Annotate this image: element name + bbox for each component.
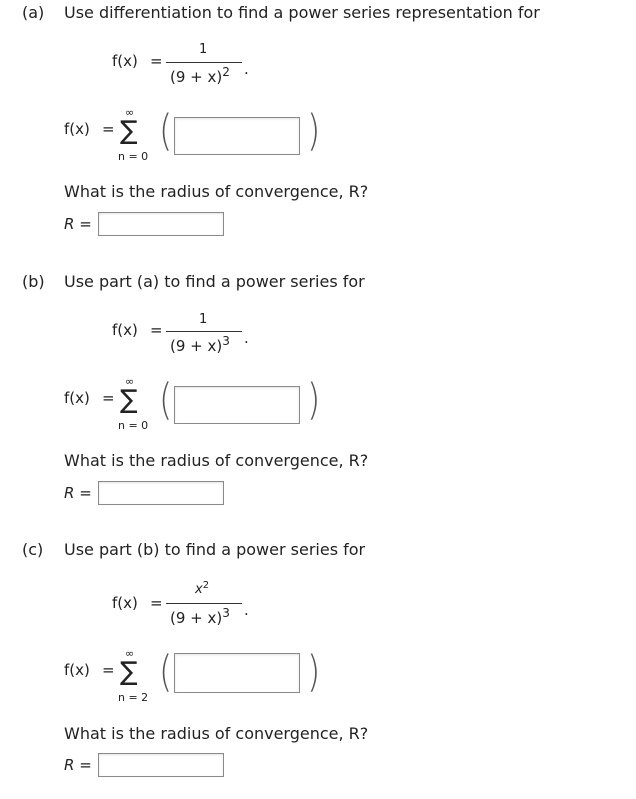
part-label: (b) bbox=[22, 272, 45, 291]
series-answer-input[interactable] bbox=[174, 653, 300, 693]
sum-upper-limit: ∞ bbox=[125, 375, 135, 388]
sum-lower-limit: n = 0 bbox=[118, 150, 149, 163]
part-label: (a) bbox=[22, 3, 45, 22]
equals-sign: = bbox=[150, 594, 163, 612]
fraction-bar bbox=[166, 62, 242, 63]
function-lhs: f(x) bbox=[112, 594, 138, 612]
radius-label: R = bbox=[64, 215, 92, 233]
fraction-denominator: $(9 + x)^3$ bbox=[170, 606, 230, 627]
equals-sign: = bbox=[102, 120, 115, 138]
equals-sign: = bbox=[102, 661, 115, 679]
sigma-icon: ∑ bbox=[120, 116, 138, 146]
part-label: (c) bbox=[22, 540, 44, 559]
equals-sign: = bbox=[102, 389, 115, 407]
period: . bbox=[244, 329, 249, 347]
series-answer-input[interactable] bbox=[174, 117, 300, 155]
fraction-denominator: $(9 + x)^2$ bbox=[170, 65, 230, 86]
fraction-numerator: $x^2$ bbox=[195, 580, 210, 597]
sum-lower-limit: n = 0 bbox=[118, 419, 149, 432]
right-paren: ) bbox=[307, 375, 321, 426]
radius-label: R = bbox=[64, 484, 92, 502]
prompt-text: Use part (b) to find a power series for bbox=[64, 540, 366, 559]
right-paren: ) bbox=[307, 647, 321, 698]
radius-answer-input[interactable] bbox=[98, 212, 224, 236]
series-lhs: f(x) bbox=[64, 120, 90, 138]
radius-answer-input[interactable] bbox=[98, 753, 224, 777]
period: . bbox=[244, 601, 249, 619]
function-lhs: f(x) bbox=[112, 321, 138, 339]
radius-question: What is the radius of convergence, R? bbox=[64, 182, 369, 201]
left-paren: ( bbox=[159, 106, 173, 157]
prompt-text: Use differentiation to find a power series representation for bbox=[64, 3, 540, 22]
function-lhs: f(x) bbox=[112, 52, 138, 70]
right-paren: ) bbox=[307, 106, 321, 157]
sum-upper-limit: ∞ bbox=[125, 647, 135, 660]
radius-question: What is the radius of convergence, R? bbox=[64, 724, 369, 743]
series-lhs: f(x) bbox=[64, 389, 90, 407]
sum-upper-limit: ∞ bbox=[125, 106, 135, 119]
radius-answer-input[interactable] bbox=[98, 481, 224, 505]
series-answer-input[interactable] bbox=[174, 386, 300, 424]
sum-lower-limit: n = 2 bbox=[118, 691, 149, 704]
fraction-denominator: $(9 + x)^3$ bbox=[170, 334, 230, 355]
left-paren: ( bbox=[159, 375, 173, 426]
radius-question: What is the radius of convergence, R? bbox=[64, 451, 369, 470]
fraction-bar bbox=[166, 603, 242, 604]
prompt-text: Use part (a) to find a power series for bbox=[64, 272, 365, 291]
period: . bbox=[244, 60, 249, 78]
sigma-icon: ∑ bbox=[120, 657, 138, 687]
fraction-bar bbox=[166, 331, 242, 332]
left-paren: ( bbox=[159, 647, 173, 698]
series-lhs: f(x) bbox=[64, 661, 90, 679]
equals-sign: = bbox=[150, 321, 163, 339]
fraction-numerator: 1 bbox=[199, 312, 208, 327]
equals-sign: = bbox=[150, 52, 163, 70]
radius-label: R = bbox=[64, 756, 92, 774]
sigma-icon: ∑ bbox=[120, 385, 138, 415]
fraction-numerator: 1 bbox=[199, 42, 208, 57]
